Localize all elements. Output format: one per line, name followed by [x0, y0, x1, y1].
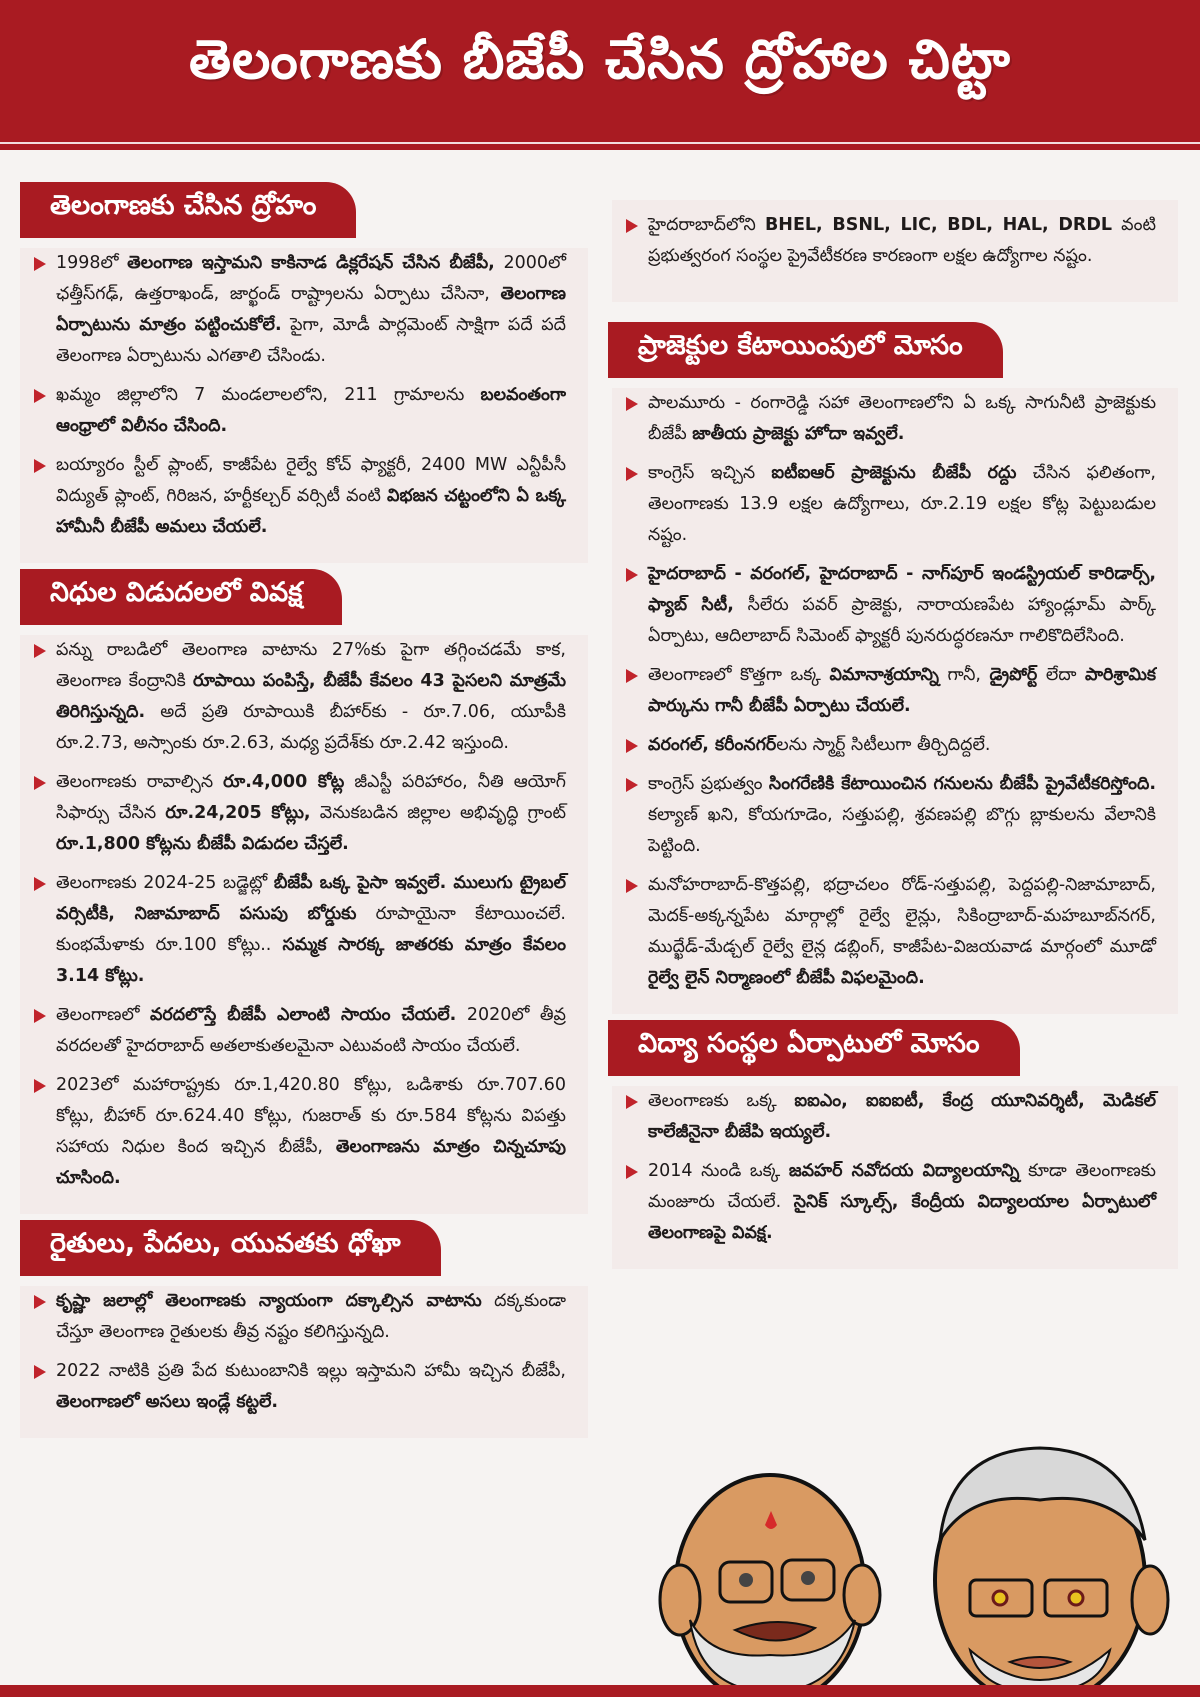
body-text: కాంగ్రెస్ ప్రభుత్వం: [648, 774, 769, 794]
body-text: లను స్మార్ట్ సిటీలుగా తీర్చిదిద్దలే.: [776, 735, 991, 755]
emphasis-text: తెలంగాణ ఇస్తామని కాకినాడ డిక్లరేషన్ చేసిన బీజేపీ,: [127, 253, 495, 273]
emphasis-text: హైదరాబాద్ - వరంగల్, హైదరాబాద్ - నాగ్‌పూర్ ఇండస్ట్రియల్ కారిడార్స్, ఫ్యాబ్ సిటీ,: [648, 564, 1156, 615]
body-text: బయ్యారం స్టీల్ ప్లాంట్, కాజీపేట రైల్వే కోచ్ ఫ్యాక్టరీ, 2400 MW ఎన్టీపీసీ విద్యుత్ ప్లాంట్, గిరిజన, హర్టీకల్చర్ వర్సిటీ వంటి: [56, 455, 566, 506]
emphasis-text: రూ.4,000 కోట్ల: [223, 772, 345, 792]
emphasis-text: సింగరేణికి కేటాయించిన గనులను బీజేపీ ప్రైవేటీకరిస్తోంది.: [768, 774, 1156, 794]
body-text: అదే ప్రతి రూపాయికి బీహార్‌కు - రూ.7.06, యూపీకి రూ.2.73, అస్సాంకు రూ.2.63, మధ్య ప్రదేశ్‌కు రూ.2.42 ఇస్తుంది.: [56, 702, 566, 753]
emphasis-text: వరదలొస్తే బీజేపీ ఎలాంటి సాయం చేయలే.: [149, 1005, 457, 1025]
bullet-list: [20, 248, 588, 563]
body-text: 2023లో మహారాష్ట్రకు రూ.1,420.80 కోట్లు, ఒడిశాకు రూ.707.60 కోట్లు, బీహార్ రూ.624.40 కోట్లు, గుజరాత్ కు రూ.584 కోట్లను విపత్తు సహాయ నిధుల కింద ఇచ్చిన బీజేపీ,: [56, 1075, 566, 1157]
bullet-arrow-icon: [34, 1079, 46, 1093]
list-item: [612, 870, 1156, 994]
section-education-institutions: [612, 1020, 1178, 1269]
emphasis-text: రూపాయి పంపిస్తే, బీజేపీ కేవలం 43 పైసలని మాత్రమే తిరిగిస్తున్నది.: [56, 671, 566, 722]
bullet-arrow-icon: [626, 778, 638, 792]
list-item: [612, 730, 1156, 761]
body-text: కూడా తెలంగాణకు మంజూరు చేయలే.: [648, 1161, 1156, 1212]
list-item: [20, 450, 566, 543]
body-text: తెలంగాణకు రావాల్సిన: [56, 772, 224, 792]
bullet-arrow-icon: [626, 879, 638, 893]
body-text: లేదా: [1037, 665, 1086, 685]
bullet-arrow-icon: [34, 257, 46, 271]
emphasis-text: సమ్మక సారక్క జాతరకు మాత్రం కేవలం 3.14 కోట్లు.: [56, 935, 567, 986]
body-text: మనోహరాబాద్-కొత్తపల్లి, భద్రాచలం రోడ్-సత్తుపల్లి, పెద్దపల్లి-నిజామాబాద్, మెదక్-అక్కన్నపేట మార్గాల్లో రైల్వే లైన్లు, సికింద్రాబాద్-మహబూబ్‌నగర్, ముద్ఖేడ్-మేడ్చల్ రైల్వే లైన్ల డబ్లింగ్, కాజీపేట-విజయవాడ మార్గంలో మూడో: [648, 875, 1156, 957]
bullet-list: [612, 200, 1178, 302]
bullet-arrow-icon: [626, 739, 638, 753]
section-farmers-poor-youth: [20, 1220, 588, 1438]
list-item: [612, 388, 1156, 450]
footer-bar: [0, 1685, 1200, 1697]
section-projects-allocation: [612, 322, 1178, 1014]
emphasis-text: బలవంతంగా ఆంధ్రాలో విలీనం చేసింది.: [56, 385, 566, 436]
right-column: [612, 200, 1178, 1275]
body-text: వెనుకబడిన జిల్లాల అభివృద్ధి గ్రాంట్: [310, 803, 566, 823]
emphasis-text: తెలంగాణలో అసలు ఇండ్లే కట్టలే.: [56, 1392, 279, 1412]
emphasis-text: జాతీయ ప్రాజెక్టు హోదా ఇవ్వలే.: [692, 424, 905, 444]
left-column: [20, 182, 588, 1444]
body-text: తెలంగాణలో కొత్తగా ఒక్క: [648, 665, 830, 685]
list-item: [20, 380, 566, 442]
body-text: తెలంగాణకు 2024-25 బడ్జెట్లో: [56, 873, 274, 893]
emphasis-text: BHEL, BSNL, LIC, BDL, HAL, DRDL: [764, 215, 1113, 235]
body-text: 2014 నుండి ఒక్క: [648, 1161, 789, 1181]
body-text: 2000లో ఛత్తీస్‌గఢ్, ఉత్తరాఖండ్, జార్ఖండ్ రాష్ట్రాలను ఏర్పాటు చేసినా,: [56, 253, 566, 304]
bullet-list: [20, 1286, 588, 1438]
section-heading: విద్యా సంస్థల ఏర్పాటులో మోసం: [608, 1020, 1020, 1076]
list-item: [20, 1356, 566, 1418]
body-text: చేసిన ఫలితంగా, తెలంగాణకు 13.9 లక్షల ఉద్యోగాలు, రూ.2.19 లక్షల కోట్ల పెట్టుబడుల నష్టం.: [648, 463, 1156, 545]
body-text: పైగా, మోడీ పార్లమెంట్ సాక్షిగా పదే పదే తెలంగాణ ఏర్పాటును ఎగతాలి చేసిండు.: [56, 315, 567, 366]
body-text: తెలంగాణకు ఒక్క: [648, 1091, 795, 1111]
body-text: తెలంగాణలో: [56, 1005, 150, 1025]
section-funds-discrimination: [20, 569, 588, 1214]
body-text: కల్యాణ్ ఖని, కోయగూడెం, సత్తుపల్లి, శ్రవణపల్లి బొగ్గు బ్లాకులను వేలానికి పెట్టింది.: [648, 805, 1156, 856]
list-item: [612, 210, 1156, 272]
section-heading: రైతులు, పేదలు, యువతకు ధోఖా: [20, 1220, 441, 1276]
emphasis-text: రూ.1,800 కోట్లను బీజేపీ విడుదల చేస్తలే.: [56, 834, 349, 854]
page-title: తెలంగాణకు బీజేపీ చేసిన ద్రోహాల చిట్టా: [189, 27, 1011, 91]
list-item: [20, 1286, 566, 1348]
body-text: 2020లో తీవ్ర వరదలతో హైదరాబాద్ అతలాకుతలమైనా ఎటువంటి సాయం చేయలే.: [56, 1005, 566, 1056]
body-text: దక్కకుండా చేస్తూ తెలంగాణ రైతులకు తీవ్ర నష్టం కలిగిస్తున్నది.: [56, 1291, 566, 1342]
bullet-arrow-icon: [626, 219, 638, 233]
emphasis-text: తెలంగాణను మాత్రం చిన్నచూపు చూసింది.: [56, 1137, 566, 1188]
section-betrayal: [20, 182, 588, 563]
emphasis-text: రైల్వే లైన్ నిర్మాణంలో బీజేపీ విఫలమైంది.: [648, 968, 925, 988]
section-heading: తెలంగాణకు చేసిన ద్రోహం: [20, 182, 356, 238]
body-text: జీఎస్టీ పరిహారం, నీతి ఆయోగ్ సిఫార్సు చేసిన: [56, 772, 566, 823]
bullet-arrow-icon: [626, 1095, 638, 1109]
left-face-icon: [660, 1475, 880, 1690]
list-item: [20, 767, 566, 860]
emphasis-text: సైనిక్ స్కూల్స్, కేంద్రీయ విద్యాలయాల ఏర్పాటులో తెలంగాణపై వివక్ష.: [648, 1192, 1157, 1243]
emphasis-text: ఐఐఎం, ఐఐఐటీ, కేంద్ర యూనివర్శిటీ, మెడికల్ కాలేజీనైనా బీజేపి ఇయ్యలే.: [648, 1091, 1156, 1142]
bullet-arrow-icon: [34, 389, 46, 403]
body-text: వంటి ప్రభుత్వరంగ సంస్థల ప్రైవేటీకరణ కారణంగా లక్షల ఉద్యోగాల నష్టం.: [648, 215, 1156, 266]
bullet-arrow-icon: [34, 877, 46, 891]
bullet-arrow-icon: [626, 397, 638, 411]
emphasis-text: విమానాశ్రయాన్ని: [829, 665, 939, 685]
emphasis-text: బీజేపీ ఒక్క పైసా ఇవ్వలే. ములుగు ట్రైబల్ వర్సిటీకి, నిజామాబాద్ పసుపు బోర్డుకు: [56, 873, 566, 924]
body-text: హైదరాబాద్‌లోని: [648, 215, 765, 235]
list-item: [20, 1000, 566, 1062]
section-psu-privatisation: [612, 200, 1178, 302]
title-banner: [0, 0, 1200, 150]
bullet-arrow-icon: [34, 1009, 46, 1023]
bullet-arrow-icon: [626, 568, 638, 582]
body-text: సీలేరు పవర్ ప్రాజెక్టు, నారాయణపేట హ్యాండ్లూమ్ పార్క్ ఏర్పాటు, ఆదిలాబాద్ సిమెంట్ ఫ్యాక్టరీ పునరుద్ధరణనూ గాలికొదిలేసింది.: [648, 595, 1156, 646]
bullet-arrow-icon: [34, 1365, 46, 1379]
emphasis-text: జవహర్ నవోదయ విద్యాలయాన్ని: [788, 1161, 1020, 1181]
emphasis-text: డ్రైపోర్ట్: [989, 665, 1038, 685]
bullet-arrow-icon: [34, 1295, 46, 1309]
body-text: కాంగ్రెస్ ఇచ్చిన: [648, 463, 772, 483]
body-text: రూపాయైనా కేటాయించలే. కుంభమేళాకు రూ.100 కోట్లు..: [56, 904, 566, 955]
emphasis-text: తెలంగాణ ఏర్పాటును మాత్రం పట్టించుకోలే.: [56, 284, 566, 335]
list-item: [612, 559, 1156, 652]
emphasis-text: ఐటీఐఆర్ ప్రాజెక్టును బీజేపీ రద్దు: [771, 463, 1017, 483]
list-item: [20, 635, 566, 759]
list-item: [612, 1156, 1156, 1249]
list-item: [20, 868, 566, 992]
body-text: ఖమ్మం జిల్లాలోని 7 మండలాలలోని, 211 గ్రామాలను: [56, 385, 481, 405]
list-item: [612, 660, 1156, 722]
bullet-arrow-icon: [626, 669, 638, 683]
emphasis-text: వరంగల్, కరీంనగర్: [648, 735, 777, 755]
emphasis-text: విభజన చట్టంలోని ఏ ఒక్క హామీనీ బీజేపీ అమలు చేయలే.: [56, 486, 566, 537]
emphasis-text: కృష్ణా జలాల్లో తెలంగాణకు న్యాయంగా దక్కాల్సిన వాటాను: [56, 1291, 482, 1311]
emphasis-text: పారిశ్రామిక పార్కును గానీ బీజేపీ ఏర్పాటు చేయలే.: [648, 665, 1156, 716]
bullet-list: [612, 388, 1178, 1014]
right-face-icon: [935, 1448, 1168, 1690]
bullet-list: [612, 1086, 1178, 1269]
body-text: పాలమూరు - రంగారెడ్డి సహా తెలంగాణలోని ఏ ఒక్క సాగునీటి ప్రాజెక్టుకు బీజేపీ: [648, 393, 1156, 444]
bullet-arrow-icon: [34, 644, 46, 658]
caricature-icon: [640, 1430, 1200, 1690]
list-item: [612, 1086, 1156, 1148]
body-text: పన్ను రాబడిలో తెలంగాణ వాటాను 27%కు పైగా తగ్గించడమే కాక, తెలంగాణ కేంద్రానికి: [56, 640, 566, 691]
bullet-arrow-icon: [626, 467, 638, 481]
politicians-caricature-illustration: [640, 1430, 1200, 1690]
bullet-arrow-icon: [34, 459, 46, 473]
list-item: [612, 769, 1156, 862]
emphasis-text: రూ.24,205 కోట్లు,: [165, 803, 311, 823]
bullet-arrow-icon: [34, 776, 46, 790]
body-text: గానీ,: [938, 665, 990, 685]
bullet-list: [20, 635, 588, 1214]
section-heading: ప్రాజెక్టుల కేటాయింపులో మోసం: [608, 322, 1003, 378]
list-item: [20, 1070, 566, 1194]
section-heading: నిధుల విడుదలలో వివక్ష: [20, 569, 342, 625]
list-item: [20, 248, 566, 372]
body-text: 2022 నాటికి ప్రతి పేద కుటుంబానికి ఇల్లు ఇస్తామని హామీ ఇచ్చిన బీజేపీ,: [56, 1361, 566, 1381]
list-item: [612, 458, 1156, 551]
body-text: 1998లో: [56, 253, 128, 273]
bullet-arrow-icon: [626, 1165, 638, 1179]
